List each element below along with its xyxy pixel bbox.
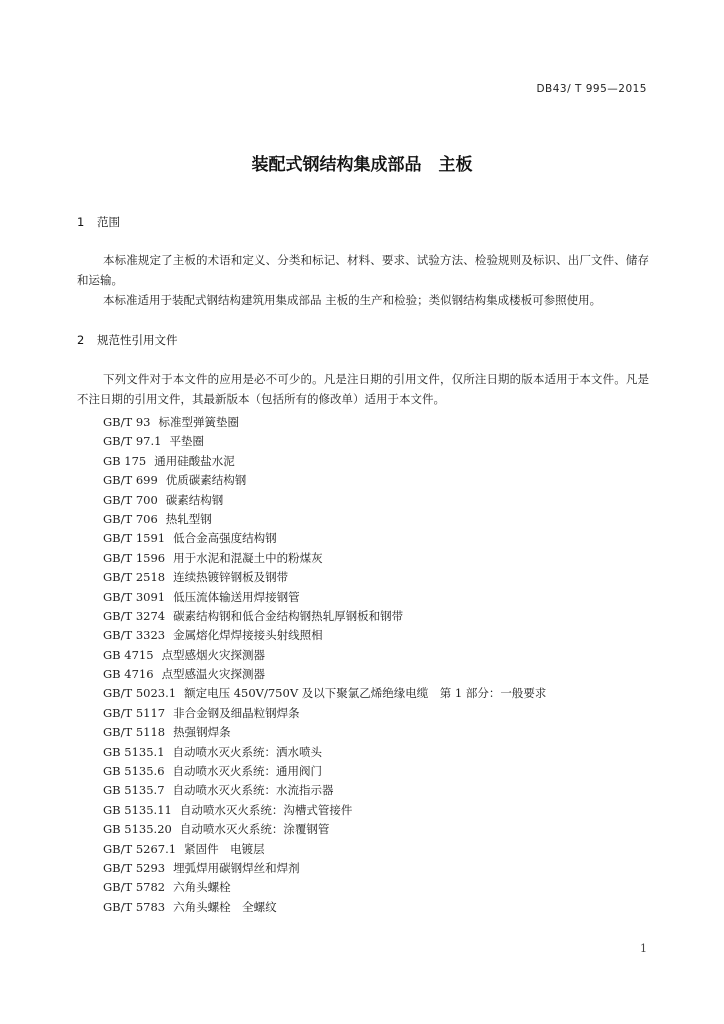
reference-item xyxy=(103,413,546,432)
reference-code: GB 5135.7 xyxy=(103,783,165,798)
reference-item xyxy=(103,529,546,548)
reference-code: GB/T 3091 xyxy=(103,589,166,604)
reference-item xyxy=(103,878,546,897)
reference-title: 低合金高强度结构钢 xyxy=(173,531,277,546)
reference-title: 自动喷水灭火系统：水流指示器 xyxy=(172,783,334,798)
reference-code: GB 175 xyxy=(103,453,147,468)
reference-code: GB/T 93 xyxy=(103,415,151,429)
reference-title: 平垫圈 xyxy=(169,434,204,449)
reference-title: 自动喷水灭火系统：沟槽式管接件 xyxy=(179,802,353,817)
reference-title: 低压流体输送用焊接钢管 xyxy=(173,589,300,604)
reference-item xyxy=(103,568,546,587)
reference-code: GB/T 5267.1 xyxy=(103,841,177,856)
reference-title: 热轧型钢 xyxy=(165,511,212,526)
section-heading-scope xyxy=(77,214,120,230)
reference-code: GB/T 97.1 xyxy=(103,434,162,449)
reference-code: GB/T 5782 xyxy=(103,880,166,895)
section-number: 1 xyxy=(77,215,85,229)
reference-title: 用于水泥和混凝土中的粉煤灰 xyxy=(173,550,323,565)
reference-item xyxy=(103,588,546,607)
standard-code: DB43/ T 995—2015 xyxy=(536,83,647,95)
paragraph: 本标准适用于装配式钢结构建筑用集成部品 主板的生产和检验；类似钢结构集成楼板可参照使用。 xyxy=(103,293,602,307)
reference-item xyxy=(103,491,546,510)
reference-code: GB/T 5117 xyxy=(103,705,166,720)
reference-item xyxy=(103,859,546,878)
reference-title: 点型感烟火灾探测器 xyxy=(161,647,266,662)
reference-code: GB/T 1591 xyxy=(103,531,166,546)
reference-code: GB 5135.6 xyxy=(103,764,165,779)
reference-code: GB 4715 xyxy=(103,647,154,662)
reference-item xyxy=(103,646,546,665)
reference-code: GB 5135.1 xyxy=(103,744,165,759)
reference-title: 标准型弹簧垫圈 xyxy=(158,415,239,429)
section-number: 2 xyxy=(77,333,85,347)
reference-item xyxy=(103,898,546,917)
reference-title: 六角头螺栓 全螺纹 xyxy=(173,899,277,914)
paragraph: 下列文件对于本文件的应用是必不可少的。凡是注日期的引用文件，仅所注日期的版本适用于本文件。凡是不注日期的引用文件，其最新版本（包括所有的修改单）适用于本文件。 xyxy=(77,372,649,406)
reference-code: GB/T 3274 xyxy=(103,608,166,623)
section-heading-normative-references xyxy=(77,332,178,348)
section-title: 规范性引用文件 xyxy=(97,333,178,347)
reference-title: 自动喷水灭火系统：通用阀门 xyxy=(172,764,323,779)
reference-code: GB/T 1596 xyxy=(103,550,166,565)
reference-item xyxy=(103,801,546,820)
reference-title: 热强钢焊条 xyxy=(173,725,231,740)
reference-item xyxy=(103,781,546,800)
reference-code: GB/T 2518 xyxy=(103,570,166,585)
reference-title: 碳素结构钢 xyxy=(165,492,224,507)
reference-code: GB/T 5783 xyxy=(103,899,166,914)
reference-code: GB/T 699 xyxy=(103,473,158,488)
reference-item xyxy=(103,510,546,529)
reference-title: 金属熔化焊焊接接头射线照相 xyxy=(173,628,323,643)
reference-item xyxy=(103,665,546,684)
reference-item xyxy=(103,704,546,723)
reference-item xyxy=(103,471,546,490)
reference-code: GB 5135.20 xyxy=(103,822,172,837)
document-title: 装配式钢结构集成部品 主板 xyxy=(251,155,473,175)
reference-item xyxy=(103,762,546,781)
reference-item xyxy=(103,626,546,645)
reference-code: GB/T 5023.1 xyxy=(103,686,177,701)
reference-title: 优质碳素结构钢 xyxy=(165,473,247,488)
page-number: 1 xyxy=(640,942,647,955)
reference-title: 点型感温火灾探测器 xyxy=(161,667,266,682)
reference-title: 紧固件 电镀层 xyxy=(184,841,265,856)
reference-title: 非合金钢及细晶粒钢焊条 xyxy=(173,705,300,720)
reference-item xyxy=(103,607,546,626)
reference-title: 通用硅酸盐水泥 xyxy=(154,453,235,468)
reference-code: GB/T 5118 xyxy=(103,725,166,740)
reference-item xyxy=(103,743,546,762)
reference-list xyxy=(103,413,546,917)
reference-title: 额定电压 450V/750V 及以下聚氯乙烯绝缘电缆 第 1 部分：一般要求 xyxy=(184,686,547,701)
reference-item xyxy=(103,840,546,859)
paragraph: 本标准规定了主板的术语和定义、分类和标记、材料、要求、试验方法、检验规则及标识、出厂文件、储存和运输。 xyxy=(77,253,649,287)
reference-title: 六角头螺栓 xyxy=(173,880,231,895)
reference-title: 自动喷水灭火系统：涂覆钢管 xyxy=(179,822,330,837)
reference-item xyxy=(103,820,546,839)
reference-code: GB 4716 xyxy=(103,667,154,682)
reference-title: 埋弧焊用碳钢焊丝和焊剂 xyxy=(173,860,300,875)
reference-item xyxy=(103,684,546,703)
reference-title: 连续热镀锌钢板及钢带 xyxy=(173,570,289,585)
reference-code: GB/T 3323 xyxy=(103,628,166,643)
reference-item xyxy=(103,723,546,742)
reference-code: GB/T 706 xyxy=(103,511,158,526)
reference-item xyxy=(103,452,546,471)
section-title: 范围 xyxy=(97,215,120,229)
reference-item xyxy=(103,432,546,451)
reference-title: 碳素结构钢和低合金结构钢热轧厚钢板和钢带 xyxy=(173,608,404,623)
reference-code: GB/T 700 xyxy=(103,492,158,507)
reference-code: GB 5135.11 xyxy=(103,802,172,817)
reference-code: GB/T 5293 xyxy=(103,860,166,875)
reference-item xyxy=(103,549,546,568)
reference-title: 自动喷水灭火系统：洒水喷头 xyxy=(172,744,323,759)
